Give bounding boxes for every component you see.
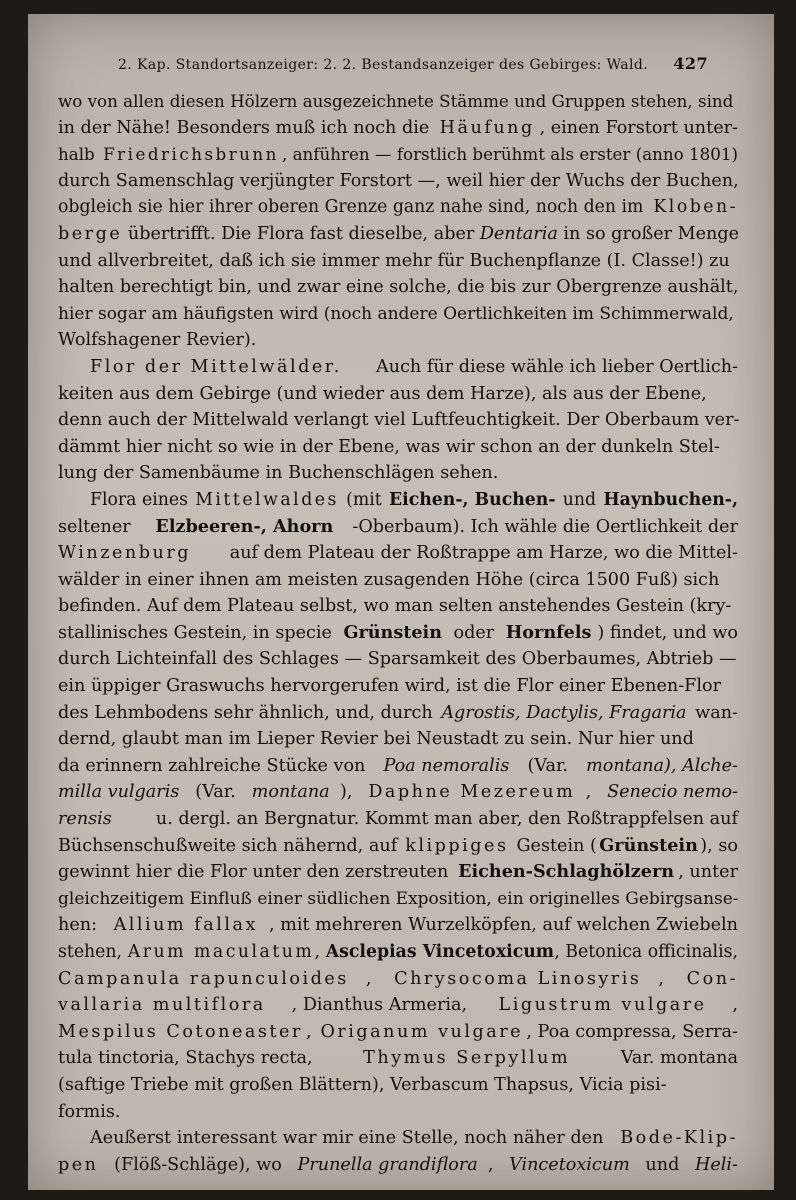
running-header	[118, 54, 708, 73]
text-line: da erinnern zahlreiche Stücke von Poa nemoralis (Var. montana), Alche-	[58, 755, 738, 776]
text-body	[58, 88, 738, 1178]
text-line: tula tinctoria, Stachys recta, Thymus Serpyllum Var. montana	[58, 1048, 738, 1069]
text-line: stallinisches Gestein, in specie Grünstein oder Hornfels ) findet, und wo	[58, 621, 738, 643]
text-line: stehen, Arum maculatum , Asclepias Vincetoxicum , Betonica officinalis,	[58, 942, 738, 962]
text-line: durch Lichteinfall des Schlages — Sparsamkeit des Oberbaumes, Abtrieb —	[58, 649, 737, 670]
text-line: seltener Elzbeeren-, Ahorn -Oberbaum). Ich wähle die Oertlichkeit der	[58, 515, 738, 537]
text-line: hier sogar am häufigsten wird (noch andere Oertlichkeiten im Schimmerwald,	[58, 303, 734, 324]
text-line: halten berechtigt bin, und zwar eine solche, die bis zur Obergrenze aushält,	[58, 277, 739, 298]
book-page	[28, 14, 774, 1190]
text-line: gewinnt hier die Flor unter den zerstreuten Eichen-Schlaghölzern , unter	[58, 861, 738, 883]
running-title: 2. Kap. Standortsanzeiger: 2. 2. Bestandsanzeiger des Gebirges: Wald.	[118, 57, 649, 73]
text-line: Mespilus Cotoneaster , Origanum vulgare , Poa compressa, Serra-	[58, 1021, 738, 1042]
text-line: (saftige Triebe mit großen Blättern), Verbascum Thapsus, Vicia pisi-	[58, 1074, 667, 1095]
text-line: Büchsenschußweite sich nähernd, auf klippiges Gestein ( Grünstein ), so	[58, 834, 738, 856]
page-number: 427	[673, 54, 708, 73]
text-line: ein üppiger Graswuchs hervorgerufen wird, ist die Flor einer Ebenen-Flor	[58, 676, 722, 697]
text-line: obgleich sie hier ihrer oberen Grenze ganz nahe sind, noch den im Kloben-	[58, 197, 738, 218]
text-line: befinden. Auf dem Plateau selbst, wo man selten anstehendes Gestein (kry-	[58, 596, 732, 617]
text-line: durch Samenschlag verjüngter Forstort —, weil hier der Wuchs der Buchen,	[58, 170, 739, 191]
text-line: Winzenburg auf dem Plateau der Roßtrappe am Harze, wo die Mittel-	[58, 543, 738, 564]
text-line: milla vulgaris (Var. montana ), Daphne Mezereum , Senecio nemo-	[58, 782, 738, 803]
text-line: Aeußerst interessant war mir eine Stelle, noch näher den Bode-Klip-	[90, 1128, 738, 1149]
text-line: formis.	[58, 1101, 121, 1122]
text-line: gleichzeitigem Einfluß einer südlichen Exposition, ein originelles Gebirgsanse-	[58, 888, 739, 909]
text-line: vallaria multiflora , Dianthus Armeria, Ligustrum vulgare ,	[58, 995, 738, 1016]
text-line: Campanula rapunculoides , Chrysocoma Linosyris , Con-	[58, 968, 738, 989]
text-line: Wolfshagener Revier).	[58, 330, 257, 351]
text-line: lung der Samenbäume in Buchenschlägen sehen.	[58, 463, 499, 484]
text-line: Flor der Mittelwälder. Auch für diese wähle ich lieber Oertlich-	[90, 356, 738, 377]
text-line: dernd, glaubt man im Lieper Revier bei Neustadt zu sein. Nur hier und	[58, 729, 694, 750]
text-line: denn auch der Mittelwald verlangt viel Luftfeuchtigkeit. Der Oberbaum ver-	[58, 410, 740, 431]
text-line: in der Nähe! Besonders muß ich noch die Häufung , einen Forstort unter-	[58, 117, 738, 138]
text-line: dämmt hier nicht so wie in der Ebene, was wir schon an der dunkeln Stel-	[58, 436, 720, 457]
text-line: rensis u. dergl. an Bergnatur. Kommt man aber, den Roßtrappfelsen auf	[58, 809, 738, 830]
text-line: wälder in einer ihnen am meisten zusagenden Höhe (circa 1500 Fuß) sich	[58, 569, 720, 590]
text-line: hen: Allium fallax , mit mehreren Wurzelköpfen, auf welchen Zwiebeln	[58, 915, 738, 936]
text-line: halb Friedrichsbrunn , anführen — forstlich berühmt als erster (anno 1801)	[58, 144, 738, 165]
text-line: des Lehmbodens sehr ähnlich, und, durch Agrostis, Dactylis, Fragaria wan-	[58, 702, 738, 723]
text-line: Flora eines Mittelwaldes (mit Eichen-, Buchen- und Haynbuchen-,	[90, 489, 738, 510]
text-line: pen (Flöß-Schläge), wo Prunella grandiflora , Vincetoxicum und Heli-	[58, 1154, 738, 1175]
text-line: und allverbreitet, daß ich sie immer mehr für Buchenpflanze (I. Classe!) zu	[58, 250, 730, 271]
text-line: berge übertrifft. Die Flora fast dieselbe, aber Dentaria in so großer Menge	[58, 223, 740, 244]
text-line: wo von allen diesen Hölzern ausgezeichnete Stämme und Gruppen stehen, sind	[58, 91, 734, 111]
text-line: keiten aus dem Gebirge (und wieder aus dem Harze), als aus der Ebene,	[58, 383, 707, 404]
